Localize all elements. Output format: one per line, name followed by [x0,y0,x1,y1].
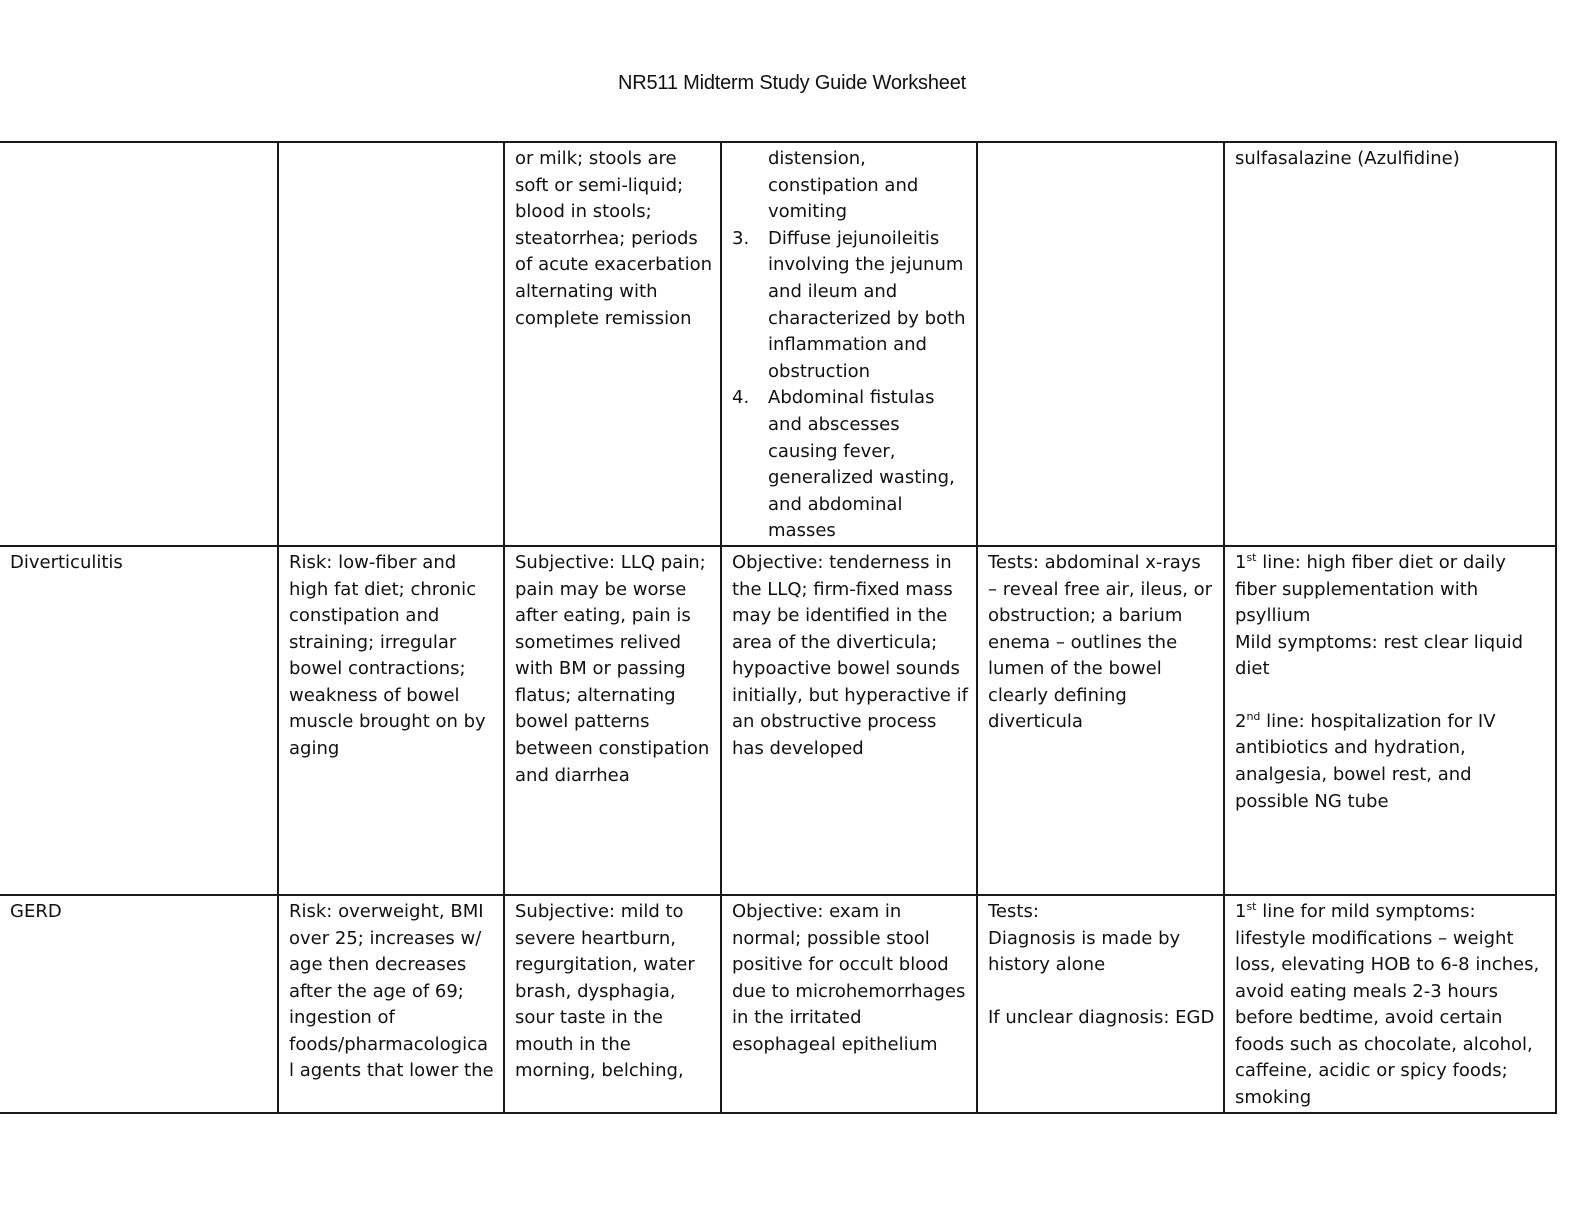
tests-cell [977,546,1224,895]
objective-cell [721,142,977,546]
subjective-cell [504,546,721,895]
list-item [732,226,968,386]
condition-name: Diverticulitis [10,551,123,573]
tests-text: Tests: abdominal x-rays – reveal free air, ileus, or obstruction; a barium enema – outlines the lumen of the bowel clearly defining diverticula [988,551,1213,733]
objective-text: Objective: exam in normal; possible stool positive for occult blood due to microhemorrhages in the irritated esophageal epithelium [732,900,966,1055]
condition-cell [0,895,278,1113]
objective-cell [721,546,977,895]
list-number: 4. [732,387,750,409]
risk-cell [278,546,504,895]
list-number: 3. [732,227,750,249]
subjective-text: Subjective: LLQ pain; pain may be worse after eating, pain is sometimes relived with BM or passing flatus; alternating bowel patterns between constipation and diarrhea [515,551,710,786]
tests-label: Tests: [988,900,1039,922]
objective-text: Objective: tenderness in the LLQ; firm-fixed mass may be identified in the area of the diverticula; hypoactive bowel sounds initially, but hyperactive if an obstructive process has developed [732,551,968,760]
subjective-text: Subjective: mild to severe heartburn, regurgitation, water brash, dysphagia, sour taste in the mouth in the morning, belching, [515,900,695,1082]
treatment-cell [1224,895,1556,1113]
objective-cell [721,895,977,1113]
list-item [732,385,968,545]
condition-name: GERD [10,900,62,922]
table-row [0,142,1556,546]
condition-cell [0,546,278,895]
tests-cell [977,895,1224,1113]
risk-cell [278,895,504,1113]
risk-text: Risk: overweight, BMI over 25; increases w/ age then decreases after the age of 69; ingestion of foods/pharmacologica l agents that lower the [289,900,494,1082]
treatment-cell [1224,546,1556,895]
treatment-second-line: 2nd line: hospitalization for IV antibiotics and hydration, analgesia, bowel rest, and possible NG tube [1235,709,1496,812]
risk-text: Risk: low-fiber and high fat diet; chronic constipation and straining; irregular bowel contractions; weakness of bowel muscle brought on by aging [289,551,486,760]
subjective-cell [504,895,721,1113]
treatment-mild: Mild symptoms: rest clear liquid diet [1235,631,1524,680]
page-title: NR511 Midterm Study Guide Worksheet [618,72,966,94]
table-row [0,895,1556,1113]
study-guide-table [0,141,1557,1114]
treatment-first-line: 1st line for mild symptoms: lifestyle modifications – weight loss, elevating HOB to 6-8 inches, avoid eating meals 2-3 hours before bedtime, avoid certain foods such as chocolate, alcohol, caffeine, acidic or spicy foods; smoking [1235,899,1540,1109]
risk-cell [278,142,504,546]
table-row [0,546,1556,895]
list-text: Diffuse jejunoileitis involving the jejunum and ileum and characterized by both inflammation and obstruction [768,227,966,382]
condition-cell [0,142,278,546]
treatment-text: sulfasalazine (Azulfidine) [1235,148,1460,169]
subjective-text: or milk; stools are soft or semi-liquid; blood in stools; steatorrhea; periods of acute exacerbation alternating with complete remission [515,148,713,329]
tests-cell [977,142,1224,546]
treatment-first-line: 1st line: high fiber diet or daily fiber supplementation with psyllium [1235,550,1506,627]
list-text: Abdominal fistulas and abscesses causing fever, generalized wasting, and abdominal masses [768,387,955,542]
treatment-cell [1224,142,1556,546]
objective-list [732,146,968,545]
tests-text: Diagnosis is made by history alone [988,927,1181,976]
list-item: distension, constipation and vomiting [768,148,919,223]
tests-text: If unclear diagnosis: EGD [988,1006,1215,1028]
subjective-cell [504,142,721,546]
